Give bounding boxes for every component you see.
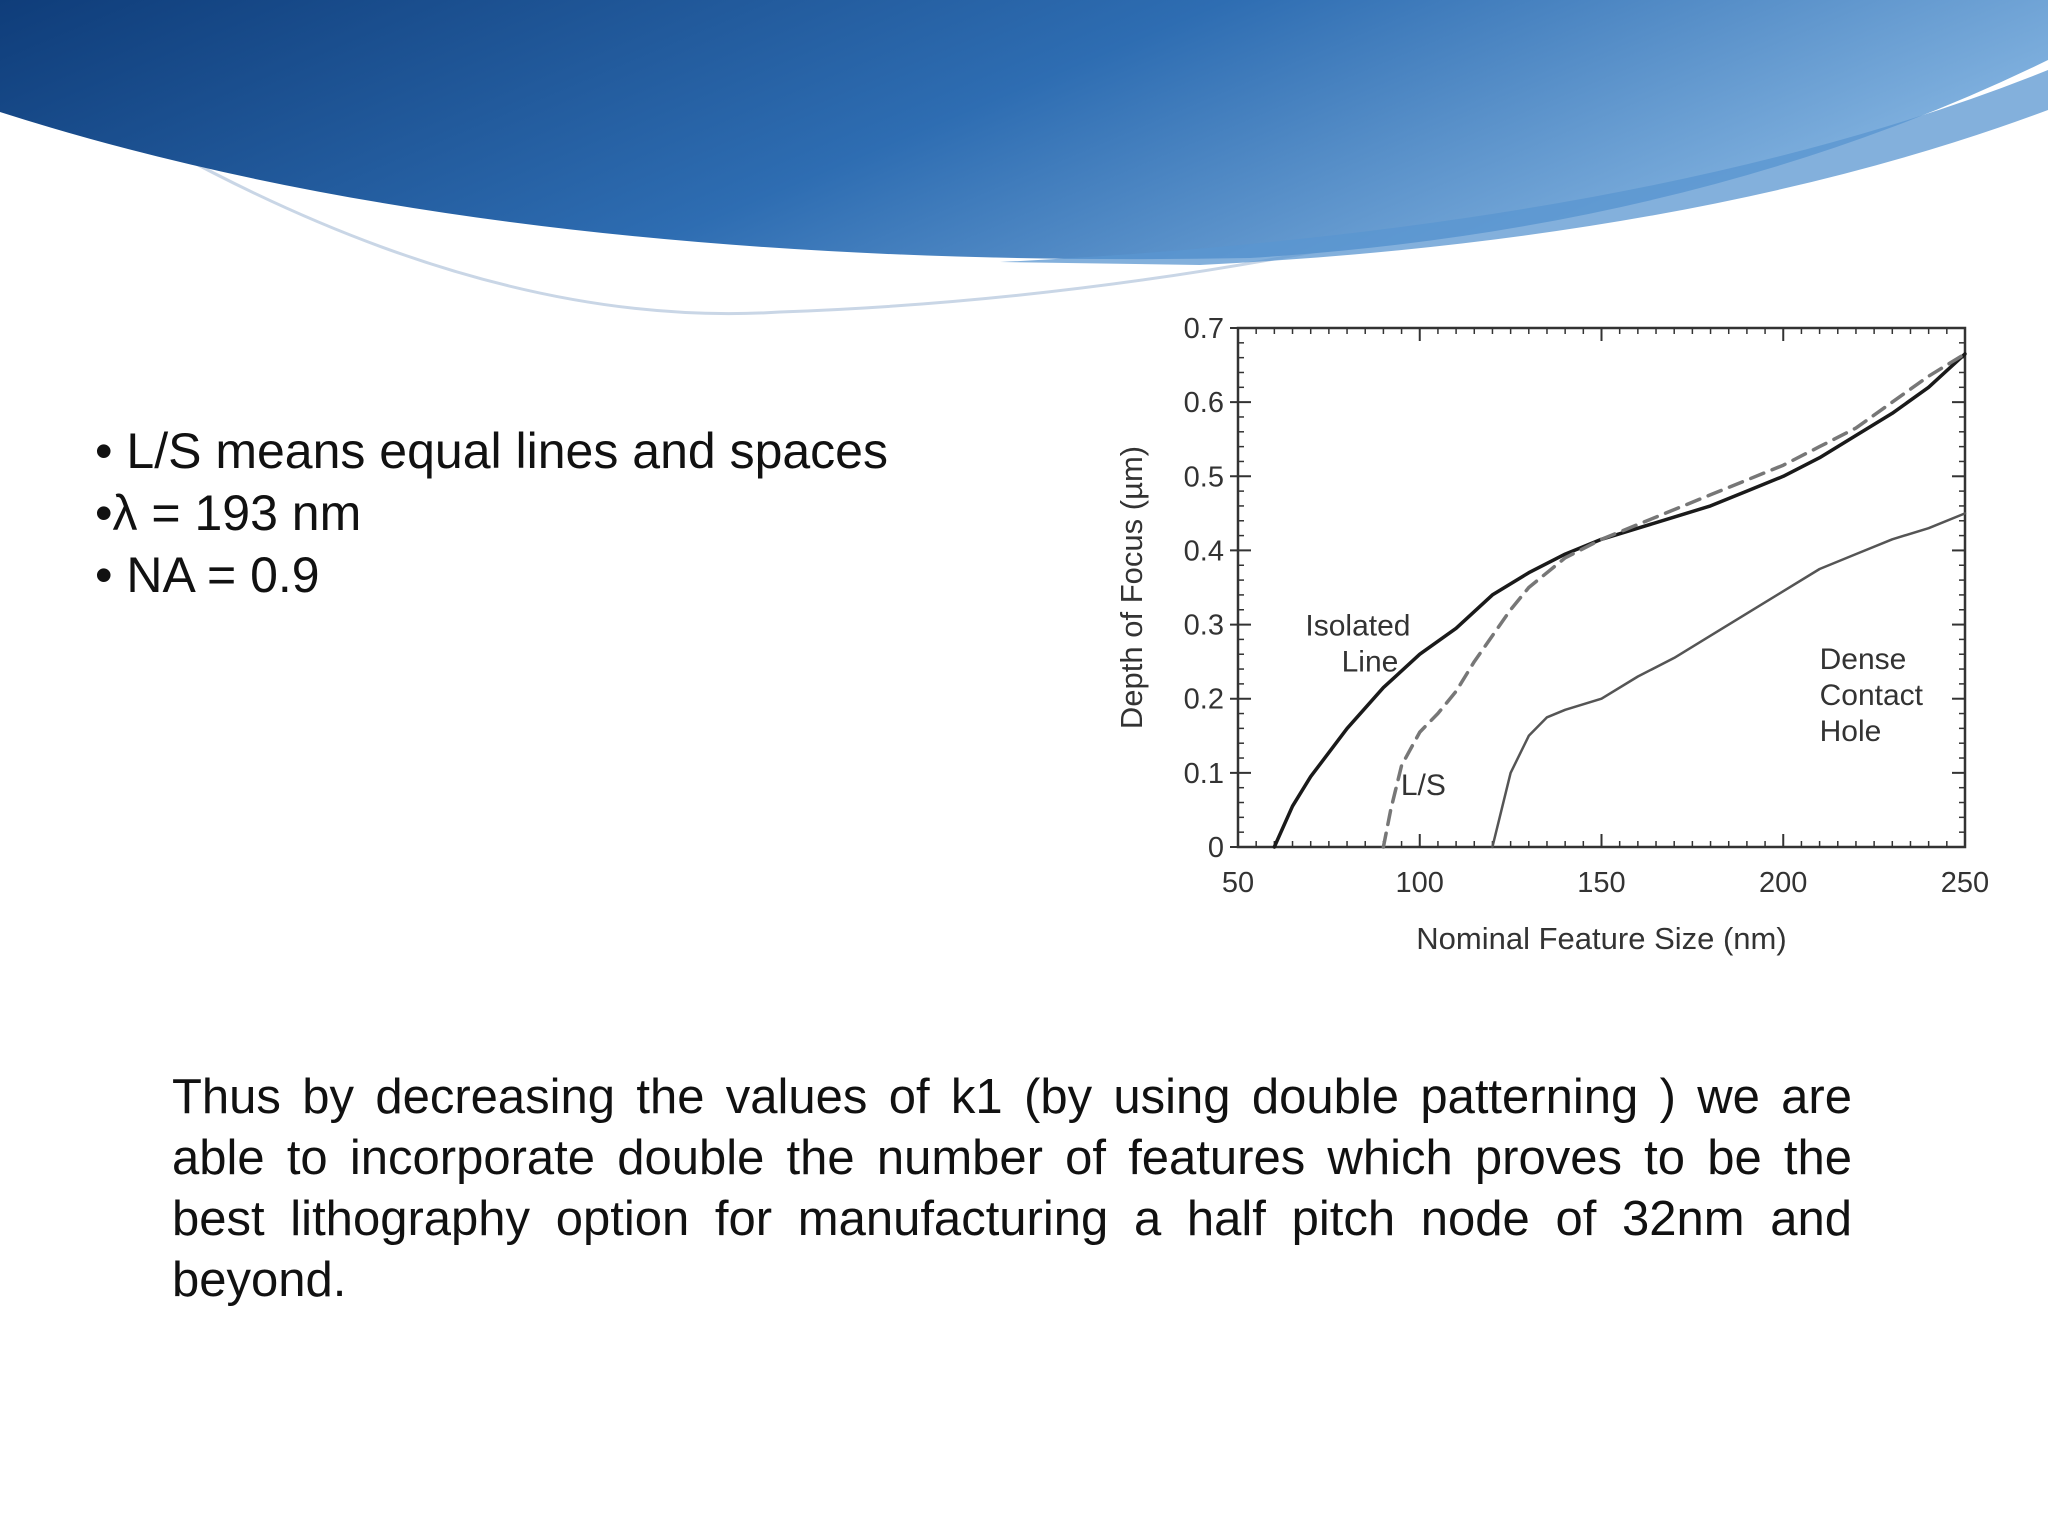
curve-label-dense-contact-hole [1820,643,1924,748]
y-tick-label: 0.4 [1183,535,1224,568]
series-ls-line [1383,354,1965,847]
bullet-item: • NA = 0.9 [95,547,320,603]
chart-labels [1114,313,1989,956]
y-tick-label: 0.2 [1183,683,1224,716]
y-tick-label: 0.1 [1183,757,1224,790]
y-tick-label: 0.6 [1183,387,1224,420]
bullet-item: •λ = 193 nm [95,485,362,541]
y-tick-label: 0.7 [1183,313,1224,345]
conclusion-paragraph: Thus by decreasing the values of k1 (by using double patterning ) we are able to incorporate double the number of features which proves to be the best lithography option for manufacturing a half pitch node of 32nm and beyond. [172,1070,1852,1307]
curve-label-line: Line [1341,645,1399,679]
y-tick-label: 0.5 [1183,461,1224,494]
x-tick-label: 200 [1759,867,1808,899]
curve-label-line: Contact [1819,679,1923,713]
curve-label-line: Dense [1819,643,1907,677]
x-tick-label: 250 [1940,867,1990,899]
series-layer [1274,354,1965,847]
x-tick-label: 150 [1577,867,1626,899]
curve-label-line: L/S [1400,769,1446,803]
series-isolated-line-line [1274,354,1965,847]
x-tick-label: 100 [1395,867,1444,899]
y-tick-label: 0 [1207,832,1224,864]
curve-label-isolated-line [1305,610,1410,679]
y-tick-label: 0.3 [1183,609,1224,642]
curve-label-line: Isolated [1305,609,1411,643]
header-banner [0,0,2048,330]
plot-frame [1238,328,1965,847]
y-axis-title: Depth of Focus (µm) [1114,445,1149,730]
curve-label-ls [1401,769,1446,802]
depth-of-focus-chart [1090,295,2020,975]
x-axis-title: Nominal Feature Size (nm) [1416,921,1787,956]
axis-ticks [1230,328,1965,847]
bullet-item: • L/S means equal lines and spaces [95,423,888,479]
x-tick-label: 50 [1221,867,1255,899]
plot-area [1238,328,1965,847]
header-wave [0,0,2048,259]
curve-label-line: Hole [1819,715,1882,749]
bullet-list [95,420,888,606]
